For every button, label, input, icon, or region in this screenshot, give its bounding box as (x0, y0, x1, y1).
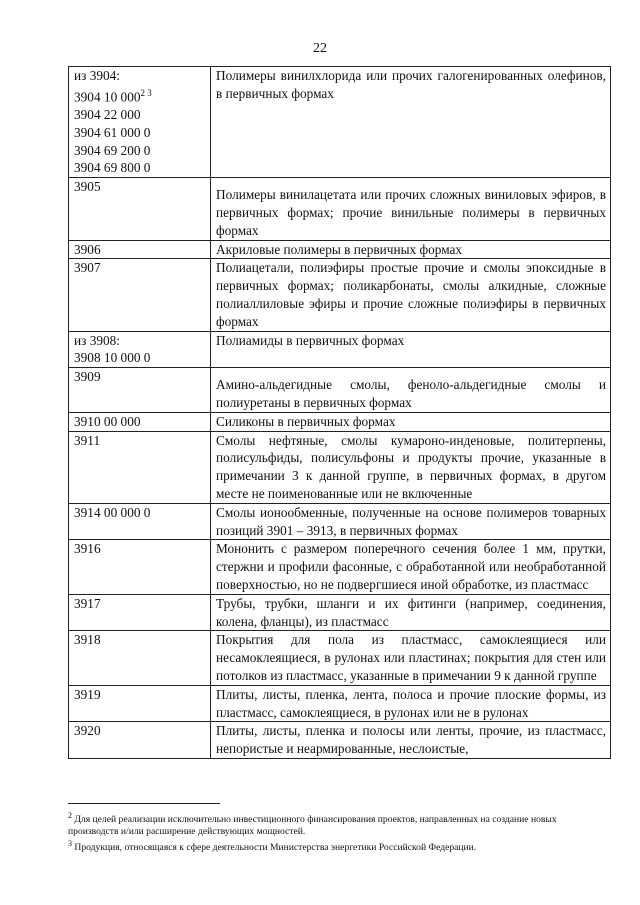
footnote (68, 838, 608, 854)
description-cell: Покрытия для пола из пластмасс, самоклеящиеся или несамоклеящиеся, в рулонах или пластинах; покрытия для стен или потолков из пластмасс, указанные в примечании 9 к данной группе (211, 631, 611, 685)
code-text: 3904 10 000 (74, 89, 141, 105)
table-row (69, 178, 611, 240)
table-row (69, 368, 611, 413)
table-row (69, 722, 611, 759)
code-line: 3916 (74, 541, 101, 557)
code-line: 3909 (74, 369, 101, 385)
code-cell (69, 178, 211, 240)
code-cell (69, 503, 211, 540)
table-row (69, 240, 611, 259)
code-cell (69, 631, 211, 685)
description-cell: Смолы нефтяные, смолы кумароно-инденовые, политерпены, полисульфиды, полисульфоны и продукты прочие, указанные в примечании 3 к данной группе, в первичных формах, в другом месте не поименованные или не включенные (211, 431, 611, 503)
code-cell (69, 331, 211, 368)
description-cell: Полиамиды в первичных формах (211, 331, 611, 368)
code-line: из 3904: (74, 68, 120, 83)
code-cell (69, 412, 211, 431)
table-row (69, 540, 611, 594)
table-row (69, 431, 611, 503)
code-line: 3914 00 000 0 (74, 504, 151, 520)
code-line: 3911 (74, 432, 101, 448)
code-line: 3919 (74, 686, 101, 702)
code-cell (69, 240, 211, 259)
description-cell: Трубы, трубки, шланги и их фитинги (например, соединения, колена, фланцы), из пластмасс (211, 594, 611, 631)
code-line: 3906 (74, 241, 101, 257)
code-line: 3910 00 000 (74, 413, 141, 429)
description-cell: Амино-альдегидные смолы, феноло-альдегидные смолы и полиуретаны в первичных формах (211, 368, 611, 413)
table-row (69, 412, 611, 431)
code-line: 3904 61 000 0 (74, 124, 151, 140)
code-cell (69, 431, 211, 503)
footnote (68, 810, 608, 838)
footnote-text: Для целей реализации исключительно инвестиционного финансирования проектов, направленных на создание новых производств и/или расширение действующих мощностей. (68, 814, 557, 838)
code-line: из 3908: (74, 332, 120, 348)
footnote-mark: 3 (68, 839, 72, 849)
description-cell: Плиты, листы, пленка, лента, полоса и прочие плоские формы, из пластмасс, самоклеящиеся, в рулонах или не в рулонах (211, 685, 611, 722)
description-cell: Смолы ионообменные, полученные на основе полимеров товарных позиций 3901 – 3913, в первичных формах (211, 503, 611, 540)
code-cell (69, 259, 211, 331)
description-cell: Полимеры винилацетата или прочих сложных виниловых эфиров, в первичных формах; прочие винильные полимеры в первичных формах (211, 178, 611, 240)
code-line: 3908 10 000 0 (74, 350, 151, 366)
table-row (69, 631, 611, 685)
table-row (69, 259, 611, 331)
code-line: 3907 (74, 260, 101, 276)
commodity-codes-table (68, 66, 611, 759)
footnote-mark: 2 (68, 811, 72, 820)
description-cell: Акриловые полимеры в первичных формах (211, 240, 611, 259)
footnote-ref: 2 3 (140, 87, 152, 98)
description-cell: Плиты, листы, пленка и полосы или ленты, прочие, из пластмасс, непористые и неармированные, неслоистые, (211, 722, 611, 759)
code-cell (69, 67, 211, 178)
code-line: 3904 69 200 0 (74, 142, 151, 158)
footnote-text: Продукция, относящаяся к сфере деятельности Министерства энергетики Российской Федерации. (74, 842, 477, 854)
description-cell: Полиацетали, полиэфиры простые прочие и смолы эпоксидные в первичных формах; поликарбонаты, смолы алкидные, сложные полиаллиловые эфиры и прочие сложные полиэфиры в первичных формах (211, 259, 611, 331)
code-line: 3904 69 800 0 (74, 160, 151, 176)
description-cell: Мононить с размером поперечного сечения более 1 мм, прутки, стержни и профили фасонные, с обработанной или необработанной поверхностью, но не подвергшиеся иной обработке, из пластмасс (211, 540, 611, 594)
code-cell (69, 368, 211, 413)
table-row (69, 331, 611, 368)
description-cell: Полимеры винилхлорида или прочих галогенированных олефинов, в первичных формах (211, 67, 611, 178)
code-cell (69, 685, 211, 722)
description-cell: Силиконы в первичных формах (211, 412, 611, 431)
code-line: 3917 (74, 595, 101, 611)
code-line (74, 85, 206, 106)
table-row (69, 503, 611, 540)
table-row (69, 594, 611, 631)
code-line: 3918 (74, 632, 101, 648)
footnote-separator (68, 803, 220, 804)
code-cell (69, 722, 211, 759)
code-line: 3920 (74, 723, 101, 739)
table-row (69, 685, 611, 722)
footnotes (68, 803, 608, 854)
table-row (69, 67, 611, 178)
page-number: 22 (313, 41, 327, 56)
code-cell (69, 594, 211, 631)
code-cell (69, 540, 211, 594)
code-line: 3904 22 000 (74, 107, 141, 123)
code-line: 3905 (74, 179, 101, 195)
